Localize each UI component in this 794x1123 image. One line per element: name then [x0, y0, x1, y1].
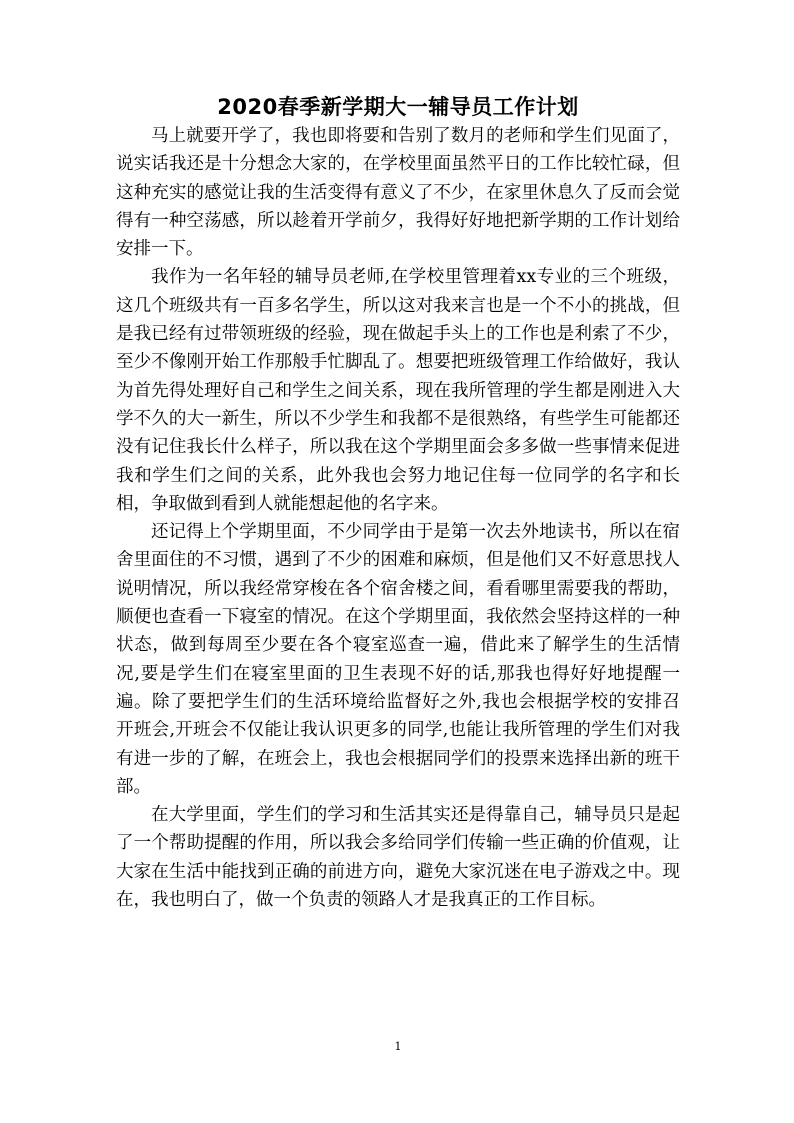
paragraph-2: 我作为一名年轻的辅导员老师,在学校里管理着xx专业的三个班级，这几个班级共有一百多名学生，所以这对我来言也是一个不小的挑战，但是我已经有过带领班级的经验，现在做起手头上的工作也是利索了不少，至少不像刚开始工作那般手忙脚乱了。想要把班级管理工作给做好，我认为首先得处理好自己和学生之间关系，现在我所管理的学生都是刚进入大学不久的大一新生，所以不少学生和我都不是很熟络，有些学生可能都还没有记住我长什么样子，所以我在这个学期里面会多多做一些事情来促进我和学生们之间的关系，此外我也会努力地记住每一位同学的名字和长相，争取做到看到人就能想起他的名字来。: [116, 267, 680, 514]
page-number: 1: [394, 1040, 402, 1053]
paragraph-3: 还记得上个学期里面，不少同学由于是第一次去外地读书，所以在宿舍里面住的不习惯，遇到了不少的困难和麻烦，但是他们又不好意思找人说明情况，所以我经常穿梭在各个宿舍楼之间，看看哪里需要我的帮助，顺便也查看一下寝室的情况。在这个学期里面，我依然会坚持这样的一种状态，做到每周至少要在各个寝室巡查一遍，借此来了解学生的生活情况,要是学生们在寝室里面的卫生表现不好的话,那我也得好好地提醒一遍。除了要把学生们的生活环境给监督好之外,我也会根据学校的安排召开班会,开班会不仅能让我认识更多的同学,也能让我所管理的学生们对我有进一步的了解，在班会上，我也会根据同学们的投票来选择出新的班干部。: [116, 522, 680, 797]
document-title: 2020春季新学期大一辅导员工作计划: [217, 95, 579, 119]
paragraph-4: 在大学里面，学生们的学习和生活其实还是得靠自己，辅导员只是起了一个帮助提醒的作用，所以我会多给同学们传输一些正确的价值观，让大家在生活中能找到正确的前进方向，避免大家沉迷在电子游戏之中。现在，我也明白了，做一个负责的领路人才是我真正的工作目标。: [116, 805, 680, 911]
document-body: [116, 122, 680, 914]
paragraph-1: 马上就要开学了，我也即将要和告别了数月的老师和学生们见面了，说实话我还是十分想念大家的，在学校里面虽然平日的工作比较忙碌，但这种充实的感觉让我的生活变得有意义了不少，在家里休息久了反而会觉得有一种空荡感，所以趁着开学前夕，我得好好地把新学期的工作计划给安排一下。: [116, 126, 680, 260]
